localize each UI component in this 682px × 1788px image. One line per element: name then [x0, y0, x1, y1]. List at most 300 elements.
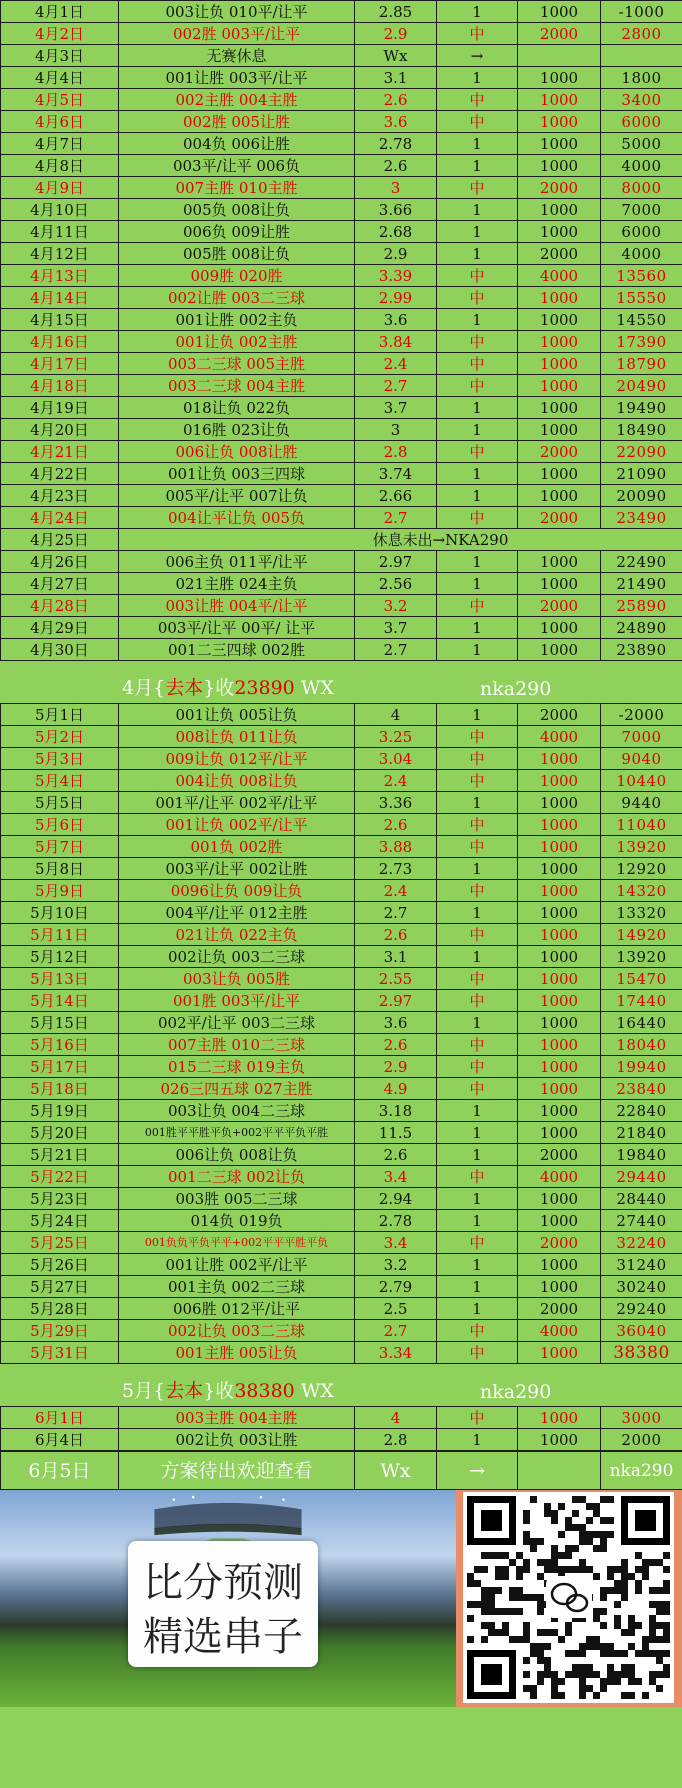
row-balance: 2800: [601, 23, 682, 45]
row-odds: 2.6: [355, 1034, 437, 1056]
row-stake: 1000: [518, 551, 601, 573]
row-date: 5月1日: [1, 704, 119, 726]
row-picks: 001负 002胜: [119, 836, 355, 858]
row-stake: 1000: [518, 331, 601, 353]
row-date: 4月11日: [1, 221, 119, 243]
row-date: 4月26日: [1, 551, 119, 573]
row-date: 5月6日: [1, 814, 119, 836]
row-result: 中: [437, 1166, 518, 1188]
row-result: →: [437, 45, 518, 67]
row-balance: 15470: [601, 968, 682, 990]
row-odds: 2.7: [355, 1320, 437, 1342]
row-date: 5月17日: [1, 1056, 119, 1078]
row-stake: 1000: [518, 1122, 601, 1144]
row-balance: 22090: [601, 441, 682, 463]
row-result: 1: [437, 463, 518, 485]
row-result: 中: [437, 507, 518, 529]
row-picks: 004负 006让胜: [119, 133, 355, 155]
row-odds: 2.4: [355, 880, 437, 902]
row-odds: 2.7: [355, 639, 437, 661]
table-row: [1, 1100, 682, 1122]
row-stake: 1000: [518, 770, 601, 792]
table-row: [1, 177, 682, 199]
row-date: 4月13日: [1, 265, 119, 287]
row-picks: 004让平让负 005负: [119, 507, 355, 529]
row-date: 4月25日: [1, 529, 119, 551]
row-balance: 6000: [601, 221, 682, 243]
row-date: 5月25日: [1, 1232, 119, 1254]
table-row: [1, 1034, 682, 1056]
row-stake: 1000: [518, 968, 601, 990]
table-row: [1, 375, 682, 397]
row-balance: 6000: [601, 111, 682, 133]
row-date: 4月10日: [1, 199, 119, 221]
table-row: [1, 133, 682, 155]
row-result: 中: [437, 1320, 518, 1342]
row-result: 中: [437, 1232, 518, 1254]
row-picks: 003让胜 004平/让平: [119, 595, 355, 617]
row-odds: 2.9: [355, 1056, 437, 1078]
table-row: [1, 111, 682, 133]
row-balance: 3400: [601, 89, 682, 111]
april-results-table: [0, 0, 682, 661]
row-balance: 7000: [601, 726, 682, 748]
table-row: [1, 243, 682, 265]
row-balance: 19940: [601, 1056, 682, 1078]
table-row: [1, 814, 682, 836]
row-picks: 016胜 023让负: [119, 419, 355, 441]
row-stake: 1000: [518, 221, 601, 243]
row-picks: 001主负 002二三球: [119, 1276, 355, 1298]
row-date: 4月5日: [1, 89, 119, 111]
row-result: 1: [437, 309, 518, 331]
row-stake: 2000: [518, 1232, 601, 1254]
row-date: 5月11日: [1, 924, 119, 946]
row-result: 1: [437, 221, 518, 243]
table-row: [1, 990, 682, 1012]
table-row: [1, 155, 682, 177]
row-picks: 003胜 005二三球: [119, 1188, 355, 1210]
row-picks: 001二三四球 002胜: [119, 639, 355, 661]
row-odds: 3.6: [355, 309, 437, 331]
row-balance: 9040: [601, 748, 682, 770]
row-balance: [601, 45, 682, 67]
row-picks: 002让负 003二三球: [119, 946, 355, 968]
row-balance: 32240: [601, 1232, 682, 1254]
row-result: 1: [437, 1100, 518, 1122]
row-result: 1: [437, 1298, 518, 1320]
row-picks: 002主胜 004主胜: [119, 89, 355, 111]
row-stake: 1000: [518, 463, 601, 485]
row-date: 5月31日: [1, 1342, 119, 1364]
row-balance: 19490: [601, 397, 682, 419]
row-picks: 006胜 012平/让平: [119, 1298, 355, 1320]
row-result: 中: [437, 1342, 518, 1364]
qr-code-icon: [456, 1490, 682, 1707]
row-result: 1: [437, 1429, 518, 1451]
row-stake: 1000: [518, 353, 601, 375]
row-result: 中: [437, 814, 518, 836]
row-date: 5月13日: [1, 968, 119, 990]
row-odds: 2.78: [355, 1210, 437, 1232]
row-picks: 001二三球 002让负: [119, 1166, 355, 1188]
table-row: [1, 463, 682, 485]
row-odds: 2.8: [355, 1429, 437, 1451]
row-balance: 21840: [601, 1122, 682, 1144]
row-date: 5月5日: [1, 792, 119, 814]
row-date: 4月17日: [1, 353, 119, 375]
row-odds: 2.8: [355, 441, 437, 463]
row-date: 4月3日: [1, 45, 119, 67]
row-balance: 13920: [601, 836, 682, 858]
table-row: [1, 573, 682, 595]
row-date: 5月15日: [1, 1012, 119, 1034]
row-stake: 1000: [518, 287, 601, 309]
row-odds: 2.56: [355, 573, 437, 595]
row-result: 中: [437, 924, 518, 946]
table-row: [1, 1298, 682, 1320]
table-row: [1, 441, 682, 463]
row-stake: 1000: [518, 1056, 601, 1078]
row-date: 4月24日: [1, 507, 119, 529]
row-date: 4月29日: [1, 617, 119, 639]
promo-banner: [0, 1490, 682, 1707]
row-result: 1: [437, 858, 518, 880]
row-stake: 1000: [518, 1276, 601, 1298]
table-row: [1, 1232, 682, 1254]
row-date: 4月1日: [1, 1, 119, 23]
row-odds: 3: [355, 419, 437, 441]
row-balance: 15550: [601, 287, 682, 309]
stadium-image: [0, 1490, 456, 1707]
row-picks: 001让负 003三四球: [119, 463, 355, 485]
table-row: [1, 836, 682, 858]
row-balance: 36040: [601, 1320, 682, 1342]
row-stake: 1000: [518, 924, 601, 946]
table-row: [1, 1122, 682, 1144]
row-picks: 001主胜 005让负: [119, 1342, 355, 1364]
table-row: [1, 726, 682, 748]
pending-stake: [518, 1452, 601, 1490]
row-result: 1: [437, 1144, 518, 1166]
row-picks: 001胜平平胜平负+002平平平负平胜: [119, 1122, 355, 1144]
row-odds: 2.79: [355, 1276, 437, 1298]
row-stake: 1000: [518, 902, 601, 924]
row-result: 中: [437, 287, 518, 309]
row-balance: 23890: [601, 639, 682, 661]
table-row: [1, 1342, 682, 1364]
row-result: 中: [437, 23, 518, 45]
row-odds: 2.4: [355, 353, 437, 375]
june-results-table: [0, 1406, 682, 1451]
row-picks: 006让负 008让负: [119, 1144, 355, 1166]
row-stake: 1000: [518, 748, 601, 770]
row-date: 5月8日: [1, 858, 119, 880]
row-stake: 1000: [518, 792, 601, 814]
table-row: [1, 199, 682, 221]
row-picks: 009让负 012平/让平: [119, 748, 355, 770]
row-picks: 001胜 003平/让平: [119, 990, 355, 1012]
row-balance: 27440: [601, 1210, 682, 1232]
row-result: 中: [437, 770, 518, 792]
row-balance: 13920: [601, 946, 682, 968]
table-row: [1, 397, 682, 419]
row-date: 5月29日: [1, 1320, 119, 1342]
row-balance: 21490: [601, 573, 682, 595]
row-stake: 4000: [518, 1166, 601, 1188]
row-date: 5月28日: [1, 1298, 119, 1320]
row-stake: 1000: [518, 1100, 601, 1122]
table-row: [1, 924, 682, 946]
row-date: 5月2日: [1, 726, 119, 748]
row-odds: 3.88: [355, 836, 437, 858]
table-row: [1, 1320, 682, 1342]
row-date: 4月15日: [1, 309, 119, 331]
row-date: 5月26日: [1, 1254, 119, 1276]
row-odds: 2.7: [355, 507, 437, 529]
row-picks: 001负负平负平平+002平平平胜平负: [119, 1232, 355, 1254]
row-date: 5月21日: [1, 1144, 119, 1166]
row-result: 1: [437, 485, 518, 507]
promo-card: [128, 1541, 318, 1667]
row-balance: 23490: [601, 507, 682, 529]
row-odds: 2.6: [355, 89, 437, 111]
row-stake: 1000: [518, 1254, 601, 1276]
row-odds: 2.4: [355, 770, 437, 792]
row-date: 5月27日: [1, 1276, 119, 1298]
row-picks: 003二三球 005主胜: [119, 353, 355, 375]
row-balance: 17440: [601, 990, 682, 1012]
row-date: 5月22日: [1, 1166, 119, 1188]
row-stake: 1000: [518, 199, 601, 221]
qr-code-panel[interactable]: [456, 1490, 682, 1707]
row-result: 1: [437, 617, 518, 639]
april-summary-contact: nka290: [480, 678, 552, 700]
row-date: 4月4日: [1, 67, 119, 89]
row-date: 5月20日: [1, 1122, 119, 1144]
row-date: 5月24日: [1, 1210, 119, 1232]
row-date: 4月30日: [1, 639, 119, 661]
row-odds: 3.39: [355, 265, 437, 287]
row-stake: 1000: [518, 836, 601, 858]
row-stake: 1000: [518, 573, 601, 595]
row-stake: 2000: [518, 177, 601, 199]
row-stake: 2000: [518, 243, 601, 265]
row-date: 4月28日: [1, 595, 119, 617]
row-date: 4月2日: [1, 23, 119, 45]
row-picks: 003让负 010平/让平: [119, 1, 355, 23]
row-date: 4月21日: [1, 441, 119, 463]
table-row: [1, 529, 682, 551]
table-row: [1, 287, 682, 309]
row-result: 1: [437, 1012, 518, 1034]
row-picks: 001让负 002主胜: [119, 331, 355, 353]
row-odds: 3: [355, 177, 437, 199]
row-odds: 3.25: [355, 726, 437, 748]
table-row: [1, 858, 682, 880]
row-result: 中: [437, 990, 518, 1012]
row-date: 4月18日: [1, 375, 119, 397]
row-picks: 021让负 022主负: [119, 924, 355, 946]
row-result: 1: [437, 1, 518, 23]
row-stake: 1000: [518, 1078, 601, 1100]
row-picks: 005平/让平 007让负: [119, 485, 355, 507]
row-picks: 004让负 008让负: [119, 770, 355, 792]
row-result: 中: [437, 1078, 518, 1100]
row-balance: 22840: [601, 1100, 682, 1122]
table-row: [1, 23, 682, 45]
row-odds: 3.1: [355, 946, 437, 968]
row-balance: 18490: [601, 419, 682, 441]
wechat-icon: [546, 1576, 592, 1618]
row-stake: 1000: [518, 814, 601, 836]
row-date: 6月1日: [1, 1407, 119, 1429]
table-row: [1, 309, 682, 331]
row-picks: 003让负 005胜: [119, 968, 355, 990]
table-row: [1, 617, 682, 639]
table-row: [1, 1254, 682, 1276]
row-stake: 1000: [518, 880, 601, 902]
row-picks: 001让负 005让负: [119, 704, 355, 726]
row-stake: 2000: [518, 1298, 601, 1320]
row-picks: 0096让负 009让负: [119, 880, 355, 902]
row-picks: 003主胜 004主胜: [119, 1407, 355, 1429]
row-result: 中: [437, 441, 518, 463]
row-picks: 005胜 008让负: [119, 243, 355, 265]
row-date: 5月23日: [1, 1188, 119, 1210]
row-result: 1: [437, 551, 518, 573]
april-summary-label: 4月{去本}收23890 WX: [122, 677, 334, 699]
row-stake: 1000: [518, 617, 601, 639]
row-stake: 2000: [518, 1144, 601, 1166]
row-picks: 008让负 011让负: [119, 726, 355, 748]
table-row: [1, 45, 682, 67]
row-picks: 006主负 011平/让平: [119, 551, 355, 573]
row-stake: 1000: [518, 858, 601, 880]
row-date: 4月23日: [1, 485, 119, 507]
row-odds: 2.7: [355, 902, 437, 924]
row-picks: 014负 019负: [119, 1210, 355, 1232]
row-odds: 3.6: [355, 111, 437, 133]
row-stake: 1000: [518, 419, 601, 441]
row-result: 1: [437, 1122, 518, 1144]
row-balance: 17390: [601, 331, 682, 353]
pending-odds: Wx: [355, 1452, 437, 1490]
table-row: [1, 221, 682, 243]
row-result: 中: [437, 89, 518, 111]
row-result: 1: [437, 243, 518, 265]
row-result: 1: [437, 199, 518, 221]
row-picks: 无赛休息: [119, 45, 355, 67]
row-date: 4月9日: [1, 177, 119, 199]
row-balance: 38380: [601, 1342, 682, 1364]
row-result: 1: [437, 67, 518, 89]
row-odds: 2.6: [355, 155, 437, 177]
row-odds: 3.6: [355, 1012, 437, 1034]
row-result: 1: [437, 1210, 518, 1232]
row-stake: 2000: [518, 441, 601, 463]
table-row: [1, 1429, 682, 1451]
row-odds: 3.1: [355, 67, 437, 89]
row-note: 休息未出→NKA290: [119, 529, 682, 551]
row-stake: 2000: [518, 595, 601, 617]
row-stake: 1000: [518, 1342, 601, 1364]
row-picks: 003平/让平 002让胜: [119, 858, 355, 880]
row-balance: -1000: [601, 1, 682, 23]
row-stake: 4000: [518, 265, 601, 287]
row-date: 4月14日: [1, 287, 119, 309]
row-date: 4月12日: [1, 243, 119, 265]
row-odds: 3.74: [355, 463, 437, 485]
table-row: [1, 89, 682, 111]
row-picks: 001让负 002平/让平: [119, 814, 355, 836]
row-date: 4月20日: [1, 419, 119, 441]
row-result: 中: [437, 353, 518, 375]
april-summary: [0, 661, 682, 703]
row-odds: Wx: [355, 45, 437, 67]
table-row: [1, 1144, 682, 1166]
row-result: 1: [437, 946, 518, 968]
table-row: [1, 1188, 682, 1210]
row-result: 1: [437, 1254, 518, 1276]
row-balance: 14320: [601, 880, 682, 902]
row-stake: 1000: [518, 1012, 601, 1034]
row-picks: 001让胜 002平/让平: [119, 1254, 355, 1276]
table-row: [1, 902, 682, 924]
row-odds: 4: [355, 1407, 437, 1429]
row-picks: 001平/让平 002平/让平: [119, 792, 355, 814]
row-odds: 2.6: [355, 814, 437, 836]
row-picks: 009胜 020胜: [119, 265, 355, 287]
row-stake: 1000: [518, 1034, 601, 1056]
row-result: 中: [437, 375, 518, 397]
row-result: 中: [437, 1407, 518, 1429]
row-balance: 23840: [601, 1078, 682, 1100]
row-picks: 002让负 003让胜: [119, 1429, 355, 1451]
row-odds: 11.5: [355, 1122, 437, 1144]
row-result: 1: [437, 902, 518, 924]
row-balance: 14920: [601, 924, 682, 946]
pending-picks: 方案待出欢迎查看: [119, 1452, 355, 1490]
table-row: [1, 265, 682, 287]
row-odds: 2.9: [355, 243, 437, 265]
row-date: 5月19日: [1, 1100, 119, 1122]
row-stake: 1000: [518, 89, 601, 111]
row-result: 1: [437, 1188, 518, 1210]
row-date: 5月10日: [1, 902, 119, 924]
row-picks: 021主胜 024主负: [119, 573, 355, 595]
row-result: 中: [437, 177, 518, 199]
row-picks: 003二三球 004主胜: [119, 375, 355, 397]
row-date: 5月18日: [1, 1078, 119, 1100]
pending-row: [1, 1452, 682, 1490]
row-date: 5月12日: [1, 946, 119, 968]
row-stake: 1000: [518, 111, 601, 133]
may-summary-contact: nka290: [480, 1381, 552, 1403]
row-result: 1: [437, 155, 518, 177]
table-row: [1, 1210, 682, 1232]
row-odds: 2.73: [355, 858, 437, 880]
table-row: [1, 419, 682, 441]
table-row: [1, 551, 682, 573]
row-date: 5月4日: [1, 770, 119, 792]
row-result: 1: [437, 573, 518, 595]
pending-arrow: →: [437, 1452, 518, 1490]
row-stake: 1000: [518, 485, 601, 507]
row-balance: 18040: [601, 1034, 682, 1056]
row-picks: 002让胜 003二三球: [119, 287, 355, 309]
table-row: [1, 1407, 682, 1429]
